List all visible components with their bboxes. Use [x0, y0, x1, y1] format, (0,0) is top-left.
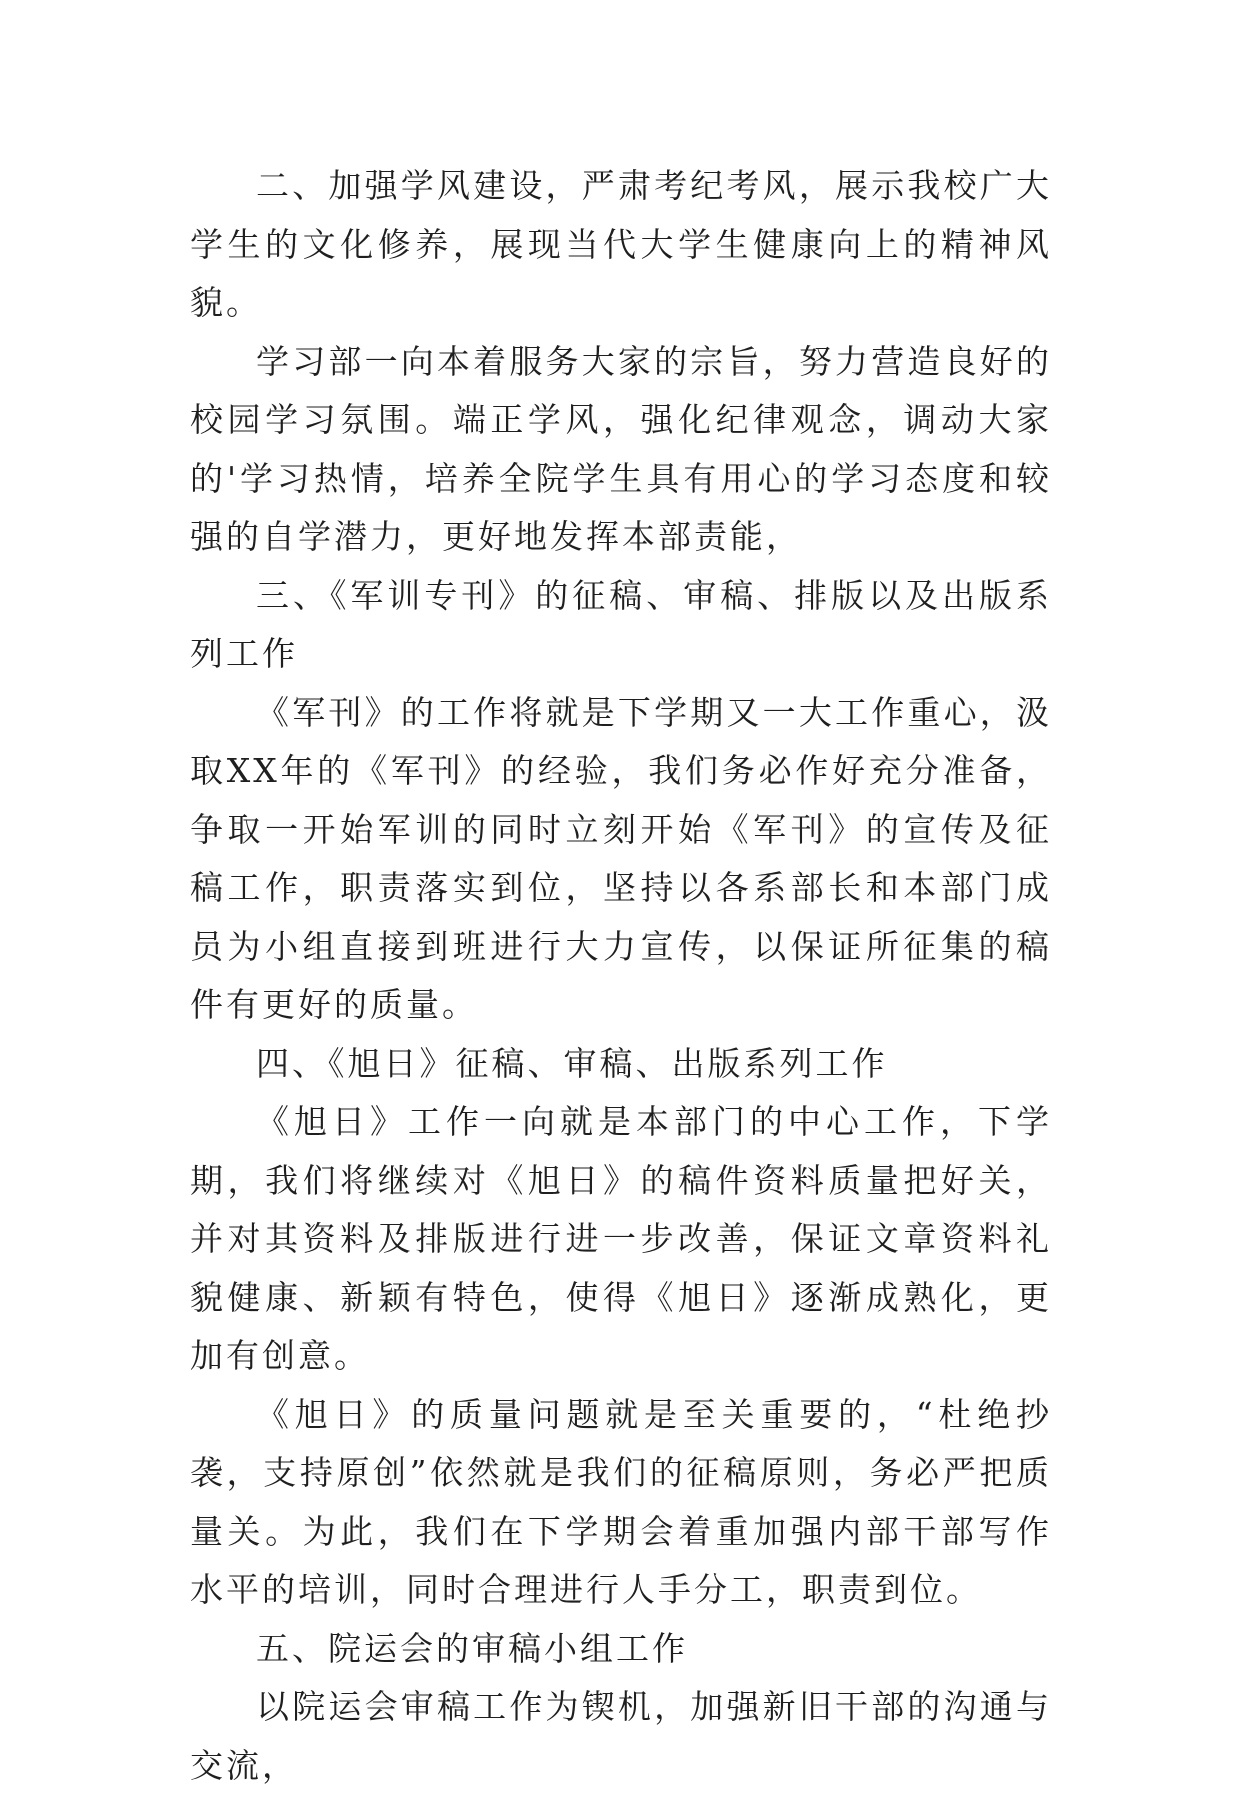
paragraph-section-five-heading: 五、院运会的审稿小组工作 — [256, 1628, 688, 1668]
paragraph-sports-meet: 以院运会审稿工作为锲机，加强新旧干部的沟通与交流， — [190, 1687, 1052, 1785]
paragraph-xuri-work: 《旭日》工作一向就是本部门的中心工作，下学期，我们将继续对《旭日》的稿件资料质量把好关，并对其资料及排版进行进一步改善，保证文章资料礼貌健康、新颖有特色，使得《旭日》逐渐成熟化，更加有创意。 — [190, 1102, 1052, 1375]
paragraph-section-three-heading: 三、《军训专刊》的征稿、审稿、排版以及出版系列工作 — [190, 575, 1052, 673]
paragraph-xuri-quality: 《旭日》的质量问题就是至关重要的，“杜绝抄袭，支持原创”依然就是我们的征稿原则，务必严把质量关。为此，我们在下学期会着重加强内部干部写作水平的培训，同时合理进行人手分工，职责到位。 — [190, 1394, 1052, 1609]
paragraph-military-journal: 《军刊》的工作将就是下学期又一大工作重心，汲取XX年的《军刊》的经验，我们务必作好充分准备，争取一开始军训的同时立刻开始《军刊》的宣传及征稿工作，职责落实到位，坚持以各系部长和本部门成员为小组直接到班进行大力宣传，以保证所征集的稿件有更好的质量。 — [190, 692, 1052, 1024]
paragraph-section-four-heading: 四、《旭日》征稿、审稿、出版系列工作 — [256, 1043, 888, 1083]
document-body — [190, 157, 1052, 1795]
paragraph-study-department: 学习部一向本着服务大家的宗旨，努力营造良好的校园学习氛围。端正学风，强化纪律观念，调动大家的'学习热情，培养全院学生具有用心的学习态度和较强的自学潜力，更好地发挥本部责能， — [190, 341, 1052, 556]
paragraph-section-two-heading: 二、加强学风建设，严肃考纪考风，展示我校广大学生的文化修养，展现当代大学生健康向上的精神风貌。 — [190, 166, 1052, 322]
